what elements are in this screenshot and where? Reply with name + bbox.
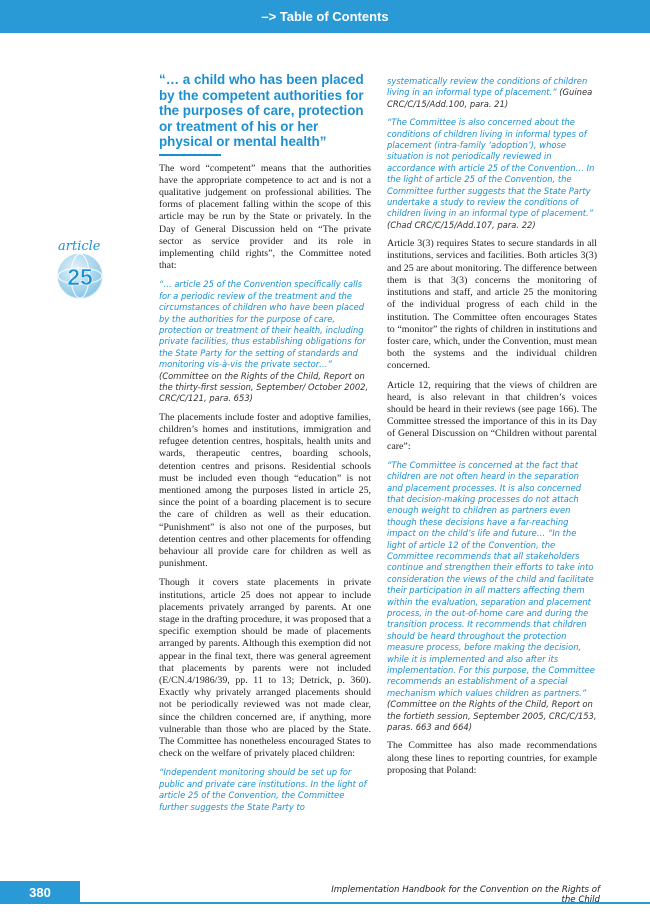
paragraph-article-3-3: Article 3(3) requires States to secure standards in all institutions, services and facilities. Both articles 3(3) and 25 are about monitoring. The difference between them is that 3(3) concerns the monitoring of institutions and staff, and article 25 the monitoring of the individual progress of each child in the institution. The Committee often encourages States to “monitor” the rights of children in institutions and foster care, which, under the Convention, must mean both the systems and the individual children concerned. xyxy=(387,238,597,372)
paragraph-private-placements: Though it covers state placements in private institutions, article 25 does not appear to include placements privately arranged by parents. At one stage in the drafting procedure, it was proposed that a specific exemption should be made of placements arranged by parents. Although this exemption did not appear in the final text, there was general agreement that placements by parents were not included (E/CN.4/1986/39, pp. 11 to 13; Detrick, p. 360). Exactly why privately arranged placements should not be periodically reviewed was not made clear, since the children concerned are, if anything, more vulnerable than those who are placed by the State. The Committee has nonetheless encouraged States to check on the welfare of privately placed children: xyxy=(159,577,371,760)
paragraph-competent: The word “competent” means that the authorities have the appropriate competence to act and is not a qualitative judgement on professional abilities. The forms of placement falling within the scope of this article may be run by the State or privately. In the Day of General Discussion held on “The private sector as service provider and its role in implementing child rights”, the Committee noted that: xyxy=(159,162,371,272)
quote-guinea: systematically review the conditions of children living in an informal type of placement.” (Guinea CRC/C/15/Add.100, para. 21) xyxy=(387,76,593,109)
article-25-badge xyxy=(48,236,128,306)
right-column xyxy=(387,76,597,784)
page-number: 380 xyxy=(0,881,80,904)
table-of-contents-link[interactable]: –> Table of Contents xyxy=(261,9,389,24)
quote-citation: (Chad CRC/C/15/Add.107, para. 22) xyxy=(387,219,536,230)
paragraph-poland: The Committee has also made recommendations along these lines to reporting countries, for example proposing that Poland: xyxy=(387,740,597,776)
badge-number: 25 xyxy=(67,264,93,290)
quote-citation: (Committee on the Rights of the Child, Report on the thirty-first session, September/ October 2002, CRC/C/121, para. 653) xyxy=(159,370,369,404)
quote-citation: (Guinea CRC/C/15/Add.100, para. 21) xyxy=(387,87,593,109)
quote-children-heard: “The Committee is concerned at the fact that children are not often heard in the separation and placement processes. It is also concerned that decision-making processes do not attach enough weight to children as partners even though these decisions have a far-reaching impact on the child’s life and future… “In the light of article 12 of the Convention, the Committee recommends that all stakeholders continue and strengthen their efforts to take into consideration the views of the child and facilitate their participation in all matters affecting them within the evaluation, separation and placement process, in the out-of-home care and during the transition process. It recommends that children should be heard throughout the protection measure process, before making the decision, while it is implemented and also after its implementation. For this purpose, the Committee recommends an establishment of a special mechanism which values children as partners.” (Committee on the Rights of the Child, Report on the fortieth session, September 2005, CRC/C/153, paras. 663 and 664) xyxy=(387,459,597,733)
quote-private-sector: “… article 25 of the Convention specifically calls for a periodic review of the treatment and the circumstances of children who have been placed by the authorities for the purpose of care, protection or treatment of their health, including private facilities, thus establishing obligations for the State Party for the setting of standards and monitoring vis-à-vis the private sector…” (Committee on the Rights of the Child, Report on the thirty-first session, September/ October 2002, CRC/C/121, para. 653) xyxy=(159,279,369,404)
footer-book-title: Implementation Handbook for the Convention on the Rights of the Child xyxy=(331,885,600,905)
left-column xyxy=(159,72,371,820)
quote-independent-monitoring: “Independent monitoring should be set up for public and private care institutions. In the light of article 25 of the Convention, the Committee further suggests the State Party to xyxy=(159,767,367,812)
paragraph-article-12: Article 12, requiring that the views of children are heard, is also relevant in that children’s voices should be heard in their reviews (see page 166). The Committee stressed the importance of this in its Day of General Discussion on “Children without parental care”: xyxy=(387,379,597,452)
quote-chad: “The Committee is also concerned about the conditions of children living in informal types of placement (intra-family ‘adoption’), whose situation is not periodically reviewed in accordance with article 25 of the Convention… In the light of article 25 of the Convention, the Committee further suggests that the State Party undertake a study to review the conditions of children living in an informal type of placement.” (Chad CRC/C/15/Add.107, para. 22) xyxy=(387,117,595,230)
top-navigation-bar xyxy=(0,0,650,33)
heading-rule xyxy=(159,154,221,156)
badge-word: article xyxy=(58,239,101,254)
quote-citation: (Committee on the Rights of the Child, Report on the fortieth session, September 2005, CRC/C/153, paras. 663 and 664) xyxy=(387,699,597,733)
section-heading: “… a child who has been placed by the competent authorities for the purposes of care, protection or treatment of his or her physical or mental health” xyxy=(159,72,364,149)
paragraph-placements: The placements include foster and adoptive families, children’s homes and institutions, immigration and refugee detention centres, hospitals, health units and wards, therapeutic centres, boarding schools, detention centres and prisons. Residential schools must be included even though “education” is not mentioned among the purposes listed in article 25, since the point of a boarding placement is to secure the care of children as well as their education. “Punishment” is also not one of the purposes, but detention centres and other placements for offending behaviour all provide care for children as well as punishment. xyxy=(159,411,371,570)
